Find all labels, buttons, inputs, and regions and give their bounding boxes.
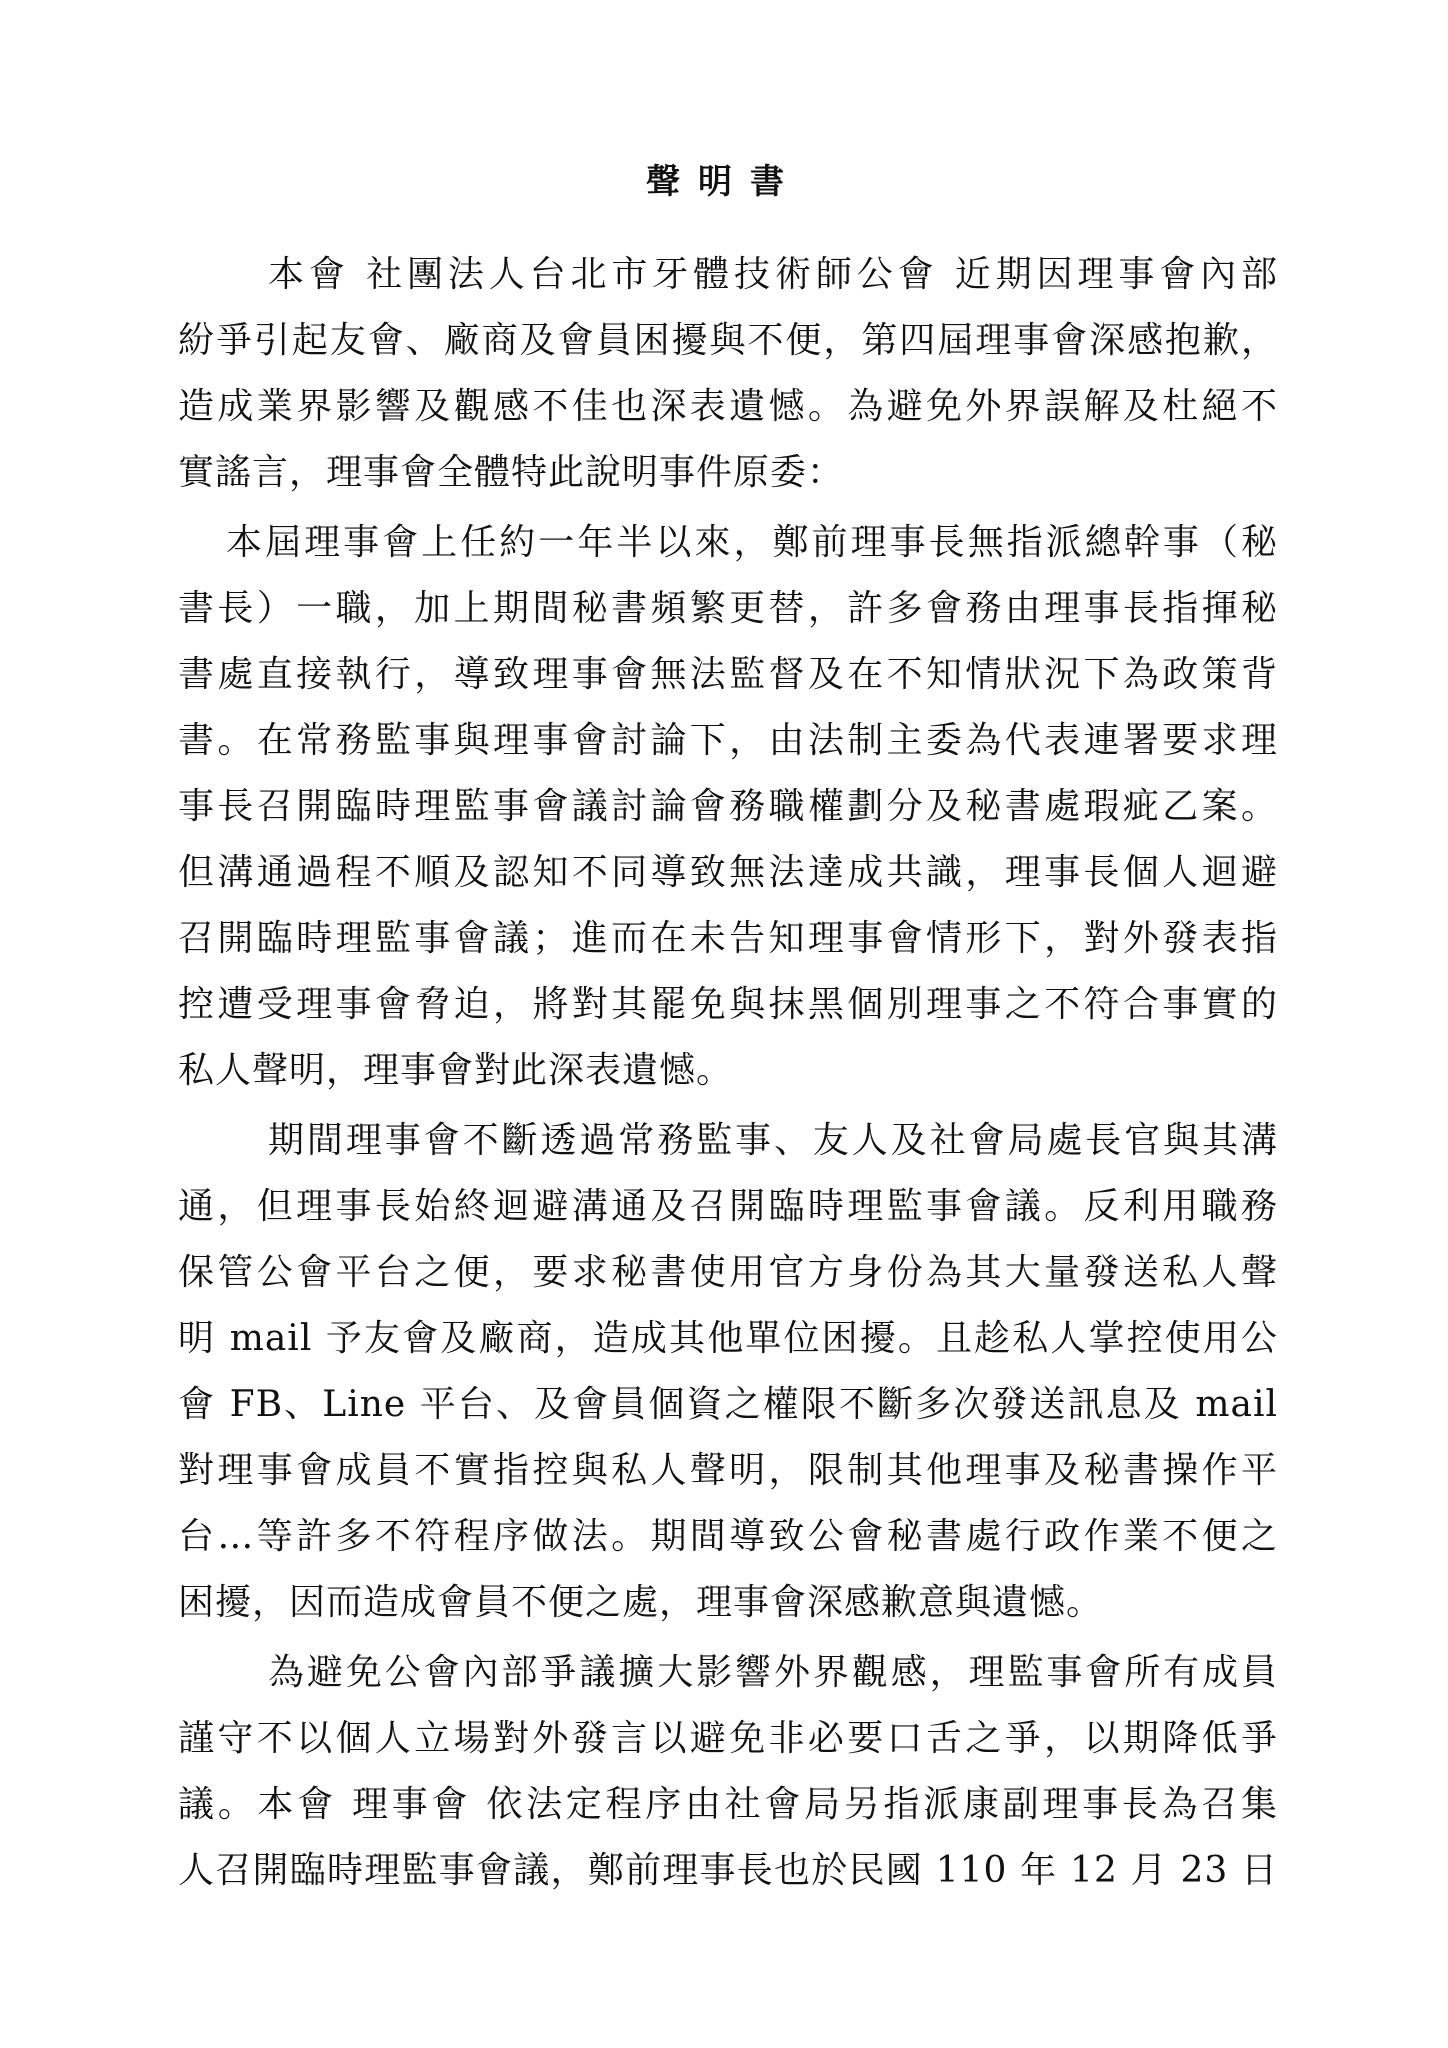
paragraph-line: 明 mail 予友會及廠商，造成其他單位困擾。且趁私人掌控使用公 [178, 1318, 1278, 1359]
paragraph-line: 為避免公會內部爭議擴大影響外界觀感，理監事會所有成員 [268, 1652, 1278, 1693]
paragraph-line: 書。在常務監事與理事會討論下，由法制主委為代表連署要求理 [178, 720, 1278, 761]
paragraph-line: 本屆理事會上任約一年半以來，鄭前理事長無指派總幹事（秘 [226, 522, 1278, 563]
paragraph-line: 書處直接執行，導致理事會無法監督及在不知情狀況下為政策背 [178, 654, 1278, 695]
paragraph-line: 本會 社團法人台北市牙體技術師公會 近期因理事會內部 [268, 254, 1278, 295]
paragraph-line: 人召開臨時理監事會議，鄭前理事長也於民國 110 年 12 月 23 日 [178, 1850, 1278, 1891]
paragraph-line: 事長召開臨時理監事會議討論會務職權劃分及秘書處瑕疵乙案。 [178, 786, 1278, 827]
paragraph-line: 台…等許多不符程序做法。期間導致公會秘書處行政作業不便之 [178, 1516, 1278, 1557]
paragraph-line: 謹守不以個人立場對外發言以避免非必要口舌之爭，以期降低爭 [178, 1718, 1278, 1759]
paragraph-line: 書長）一職，加上期間秘書頻繁更替，許多會務由理事長指揮秘 [178, 588, 1278, 629]
paragraph-line: 造成業界影響及觀感不佳也深表遺憾。為避免外界誤解及杜絕不 [178, 386, 1278, 427]
paragraph-line: 對理事會成員不實指控與私人聲明，限制其他理事及秘書操作平 [178, 1450, 1278, 1491]
document-title: 聲明書 [646, 162, 802, 202]
paragraph-line: 會 FB、Line 平台、及會員個資之權限不斷多次發送訊息及 mail [178, 1384, 1278, 1425]
paragraph-line: 期間理事會不斷透過常務監事、友人及社會局處長官與其溝 [268, 1120, 1278, 1161]
paragraph-line: 召開臨時理監事會議；進而在未告知理事會情形下，對外發表指 [178, 918, 1278, 959]
paragraph-line: 通，但理事長始終迴避溝通及召開臨時理監事會議。反利用職務 [178, 1186, 1278, 1227]
paragraph-line: 紛爭引起友會、廠商及會員困擾與不便，第四屆理事會深感抱歉， [178, 320, 1278, 361]
paragraph-line: 但溝通過程不順及認知不同導致無法達成共識，理事長個人迴避 [178, 852, 1278, 893]
paragraph-line: 控遭受理事會脅迫，將對其罷免與抹黑個別理事之不符合事實的 [178, 984, 1278, 1025]
paragraph-line: 實謠言，理事會全體特此說明事件原委： [178, 452, 845, 493]
paragraph-line: 困擾，因而造成會員不便之處，理事會深感歉意與遺憾。 [178, 1582, 1104, 1623]
paragraph-line: 私人聲明，理事會對此深表遺憾。 [178, 1050, 734, 1091]
paragraph-line: 保管公會平台之便，要求秘書使用官方身份為其大量發送私人聲 [178, 1252, 1278, 1293]
paragraph-line: 議。本會 理事會 依法定程序由社會局另指派康副理事長為召集 [178, 1784, 1278, 1825]
